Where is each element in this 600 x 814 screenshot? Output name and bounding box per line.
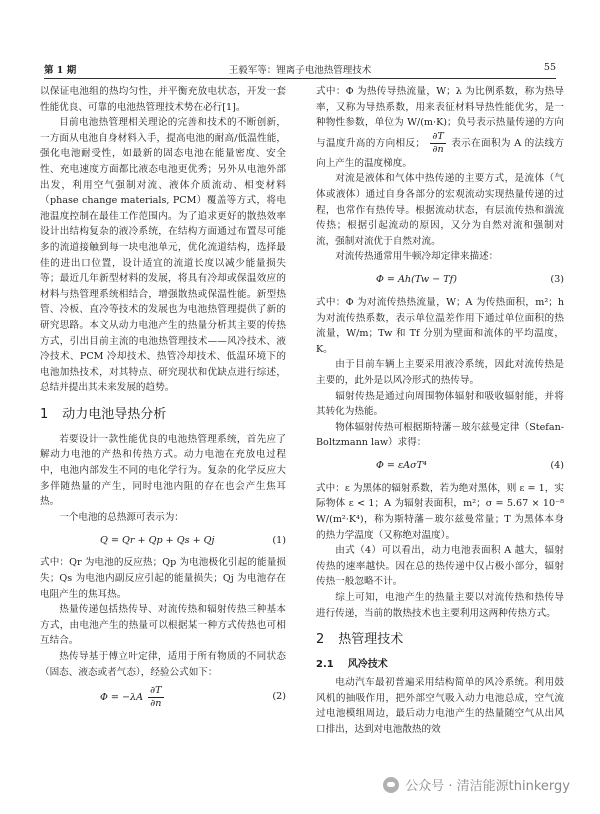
fraction-numerator: ∂T: [150, 684, 162, 696]
right-paragraph-1-text: 式中：Φ 为热传导热流量，W；λ 为比例系数，称为热导率，又称为导热系数，用来表征材料导热性能优劣，是一种物性参数，单位为 W/(m·K)；负号表示热量传递的方向与温度升高的方向相反；: [316, 86, 564, 149]
section-1-paragraph-5: 热传导基于傅立叶定律，适用于所有物质的不同状态（固态、液态或者气态），经验公式如下：: [40, 651, 286, 678]
watermark: [383, 775, 570, 794]
right-paragraph-3: 对流传热通常用牛顿冷却定律来描述：: [335, 251, 499, 263]
equation-2-lhs: Φ = −λA: [100, 691, 144, 703]
section-1-paragraph-1: 若要设计一款性能优良的电池热管理系统，首先应了解动力电池的产热和传热方式。动力电池在充放电过程中，电池内部发生不同的电化学行为。复杂的化学反应大多伴随热量的产生，同时电池内阻的存在也会产生焦耳热。: [40, 433, 286, 508]
section-2-heading: [316, 629, 564, 651]
equation-4: [316, 451, 564, 481]
section-2-title: 热管理技术: [338, 632, 404, 648]
section-1-number: 1: [40, 406, 49, 422]
issue-label: 第 1 期: [44, 65, 77, 76]
section-1-paragraph-2: 一个电池的总热源可表示为：: [59, 511, 184, 523]
equation-2-number: (2): [272, 691, 286, 703]
inline-fraction-denominator: ∂n: [432, 143, 444, 155]
gradient-fraction: [148, 685, 163, 710]
intro-paragraph-1: 以保证电池组的热均匀性，并平衡充放电状态，开发一套性能优良、可靠的电池热管理技术势在必行[1]。: [40, 86, 286, 113]
right-paragraph-11: 电动汽车最初普遍采用结构简单的风冷系统。利用鼓风机的抽吸作用，把外部空气吸入动力电池总成，空气流过电池模组周边，最后动力电池产生的热量随空气从出风口排出，达到对电池散热的效: [316, 677, 564, 735]
inline-fraction-numerator: ∂T: [432, 130, 444, 142]
right-paragraph-6: 辐射传热是通过向周围物体辐射和吸收辐射能，并将其转化为热能。: [316, 390, 564, 418]
equation-2-body: [100, 685, 166, 710]
page-header: [44, 62, 556, 79]
right-paragraph-1-tail: 表示在面积为 A 的法线方向上产生的温度梯度。: [316, 137, 564, 169]
right-paragraph-10: 综上可知，电池产生的热量主要以对流传热和热传导进行传递，当前的散热技术也主要利用这两种传热方式。: [316, 592, 564, 619]
right-paragraph-2: 对流是液体和气体中热传递的主要方式，是流体（气体或液体）通过自身各部分的宏观流动实现热量传递的过程，也常作有热传导。根据流动状态，有层流传热和湍流传热；根据引起流动的原因，又分为自然对流和强制对流，强制对流优于自然对流。: [316, 173, 564, 247]
section-1-paragraph-3: 式中：Qr 为电池的反应热；Qp 为电池极化引起的能量损失；Qs 为电池内副反应引起的能量损失；Qj 为电池存在电阻产生的焦耳热。: [40, 557, 286, 600]
right-paragraph-5: 由于目前车辆上主要采用液冷系统，因此对流传热是主要的，此外是以风冷形式的热传导。: [316, 359, 564, 386]
right-paragraph-9: 由式（4）可以看出，动力电池表面积 A 越大，辐射传热的速率越快。因在总的热传递中仅占极小部分，辐射传热一般忽略不计。: [316, 545, 564, 588]
equation-3-number: (3): [550, 274, 564, 286]
section-1-heading: [40, 404, 286, 426]
right-paragraph-4: 式中：Φ 为对流传热热流量，W；A 为传热面积，m²；h 为对流传热系数，表示单位温差作用下通过单位面积的热流量，W/m；Tw 和 Tf 分别为壁面和流体的平均温度，K。: [316, 296, 564, 355]
page-number: 55: [543, 62, 556, 73]
section-1-paragraph-4: 热量传递包括热传导、对流传热和辐射传热三种基本方式，由电池产生的热量可以根据某一种方式传热也可相互结合。: [40, 604, 286, 647]
equation-3-body: Φ = Ah(Tw − Tf): [376, 274, 457, 286]
equation-1-body: Q = Qr + Qp + Qs + Qj: [100, 534, 215, 546]
subsection-2-1-title: 风冷技术: [347, 659, 388, 671]
watermark-text: 公众号 · 清洁能源thinkergy: [405, 779, 570, 794]
fraction-denominator: ∂n: [150, 697, 162, 709]
section-1-title: 动力电池导热分析: [62, 406, 167, 422]
equation-1-number: (1): [272, 534, 286, 546]
wechat-icon: [383, 777, 399, 793]
equation-3: [316, 265, 564, 295]
equation-4-number: (4): [550, 460, 564, 472]
intro-paragraph-2: 目前电池热管理相关理论的完善和技术的不断创新，一方面从电池自身材料入手，提高电池的耐高/低温性能，强化电池耐受性，如最新的固态电池在能量密度、安全性、充电速度方面都比液态电池更优秀；另外从电池外部出发，利用空气强制对流、液体介质流动、相变材料（phase change materials, PCM）覆盖等方式，将电池温度控制在最佳工作范围内。为了追求更好的散热效率设计出结构复杂的液冷系统，在结构方面通过布置尽可能多的流道接触到每一块电池单元，优化流道结构，选择最佳的进出口位置，设计适宜的流道长度以减少能量损失等；最近几年新型材料的发展，将具有冷却或保温效应的材料与热管理系统相结合，增强散热或保温性能。新型热管、冷板、直冷等技术的发展也为电池热管理提供了新的研究思路。本文从动力电池产生的热量分析其主要的传热方式，引出目前主流的电池热管理技术——风冷技术、液冷技术、PCM 冷却技术、热管冷却技术、低温环境下的电池加热技术，对其特点、研究现状和优缺点进行综述，总结并提出其未来发展的趋势。: [40, 117, 286, 394]
equation-1: [40, 525, 286, 555]
right-column: [316, 84, 564, 738]
right-paragraph-1: [316, 84, 564, 171]
running-title: 王毅军等：锂离子电池热管理技术: [228, 65, 372, 76]
subsection-2-1-number: 2.1: [316, 659, 334, 671]
gradient-fraction-inline: [430, 131, 445, 156]
equation-4-body: Φ = εAσT⁴: [376, 460, 427, 472]
section-2-number: 2: [316, 632, 325, 648]
right-paragraph-8: 式中：ε 为黑体的辐射系数，若为绝对黑体，则 ε = 1，实际物体 ε < 1；A 为辐射表面积，m²；σ = 5.67 × 10⁻⁸ W/(m²·K⁴)，称为斯特藩－玻尔兹曼常量；T 为黑体本身的热力学温度（又称绝对温度）。: [316, 482, 564, 541]
subsection-2-1-heading: [316, 657, 564, 673]
equation-2: [40, 680, 286, 714]
right-paragraph-7: 物体辐射传热可根据斯特藩－玻尔兹曼定律（Stefan-Boltzmann law）求得：: [316, 421, 564, 449]
left-column: [40, 84, 286, 714]
